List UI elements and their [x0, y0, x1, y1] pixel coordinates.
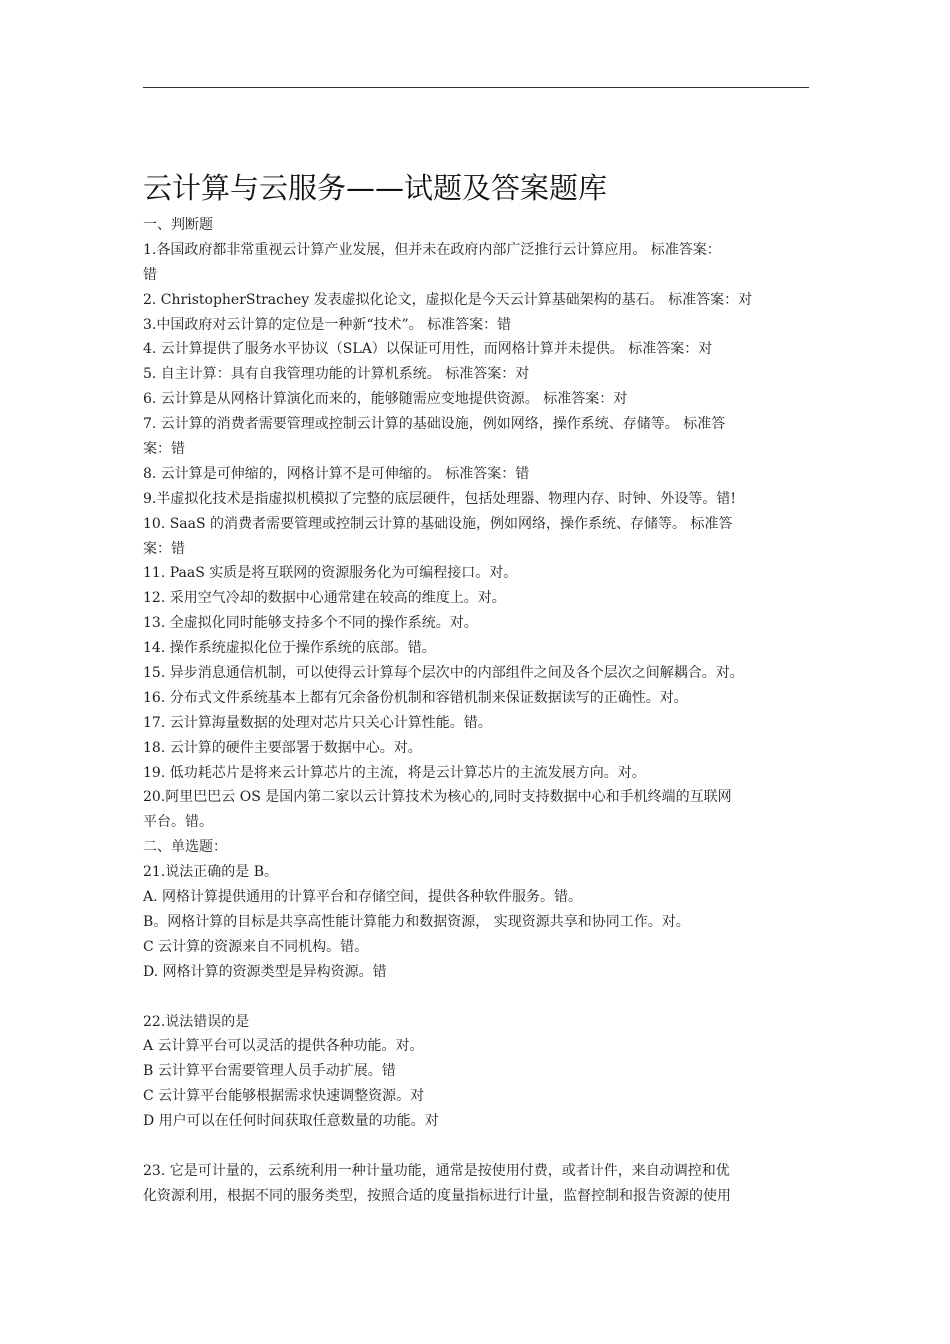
text-line: C 云计算平台能够根据需求快速调整资源。对 — [143, 1088, 425, 1105]
text-line: B。网格计算的目标是共享高性能计算能力和数据资源， 实现资源共享和协同工作。对。 — [143, 913, 690, 930]
text-line: 平台。错。 — [143, 814, 213, 831]
text-line: 8. 云计算是可伸缩的，网格计算不是可伸缩的。 标准答案：错 — [143, 465, 530, 482]
text-line: 14. 操作系统虚拟化位于操作系统的底部。错。 — [143, 640, 436, 657]
text-line: A 云计算平台可以灵活的提供各种功能。对。 — [143, 1038, 424, 1055]
blank-line — [143, 985, 809, 1010]
text-line: 19. 低功耗芯片是将来云计算芯片的主流，将是云计算芯片的主流发展方向。对。 — [143, 764, 646, 781]
text-line: 案：错 — [143, 441, 185, 458]
text-line: C 云计算的资源来自不同机构。错。 — [143, 938, 369, 955]
text-line: 13. 全虚拟化同时能够支持多个不同的操作系统。对。 — [143, 615, 478, 632]
text-line: 17. 云计算海量数据的处理对芯片只关心计算性能。错。 — [143, 714, 492, 731]
text-line: 化资源利用，根据不同的服务类型，按照合适的度量指标进行计量，监督控制和报告资源的使用 — [143, 1187, 731, 1204]
document-body — [143, 213, 809, 1209]
text-line: 2. ChristopherStrachey 发表虚拟化论文，虚拟化是今天云计算基础架构的基石。 标准答案：对 — [143, 291, 753, 308]
header-rule — [143, 87, 809, 88]
text-line: 1.各国政府都非常重视云计算产业发展，但并未在政府内部广泛推行云计算应用。 标准答案： — [143, 241, 721, 258]
text-line: 7. 云计算的消费者需要管理或控制云计算的基础设施，例如网络，操作系统、存储等。 标准答 — [143, 416, 726, 433]
text-line: 11. PaaS 实质是将互联网的资源服务化为可编程接口。对。 — [143, 565, 518, 582]
text-line: A. 网格计算提供通用的计算平台和存储空间，提供各种软件服务。错。 — [143, 889, 583, 906]
text-line: 一、判断题 — [143, 217, 213, 233]
document-title: 云计算与云服务——试题及答案题库 — [143, 171, 608, 205]
text-line: D 用户可以在任何时间获取任意数量的功能。对 — [143, 1113, 439, 1130]
text-line: 4. 云计算提供了服务水平协议（SLA）以保证可用性，而网格计算并未提供。 标准答案：对 — [143, 341, 713, 358]
text-line: 16. 分布式文件系统基本上都有冗余备份机制和容错机制来保证数据读写的正确性。对。 — [143, 689, 688, 706]
blank-line — [143, 1134, 809, 1159]
text-line: 9.半虚拟化技术是指虚拟机模拟了完整的底层硬件，包括处理器、物理内存、时钟、外设等。错! — [143, 490, 736, 507]
text-line: 18. 云计算的硬件主要部署于数据中心。对。 — [143, 739, 422, 756]
text-line: 10. SaaS 的消费者需要管理或控制云计算的基础设施，例如网络，操作系统、存储等。 标准答 — [143, 515, 733, 532]
text-line: 错 — [143, 266, 157, 283]
text-line: 20.阿里巴巴云 OS 是国内第二家以云计算技术为核心的,同时支持数据中心和手机终端的互联网 — [143, 789, 732, 806]
text-line: 5. 自主计算：具有自我管理功能的计算机系统。 标准答案：对 — [143, 366, 530, 383]
text-line: 15. 异步消息通信机制，可以使得云计算每个层次中的内部组件之间及各个层次之间解耦合。对。 — [143, 665, 744, 682]
text-line: 12. 采用空气冷却的数据中心通常建在较高的维度上。对。 — [143, 590, 506, 607]
text-line: 22.说法错误的是 — [143, 1013, 250, 1030]
text-line: D. 网格计算的资源类型是异构资源。错 — [143, 963, 387, 980]
text-line: 23. 它是可计量的，云系统利用一种计量功能，通常是按使用付费，或者计件，来自动调控和优 — [143, 1162, 730, 1179]
text-line: 案：错 — [143, 540, 185, 557]
text-line: 6. 云计算是从网格计算演化而来的，能够随需应变地提供资源。 标准答案：对 — [143, 391, 628, 408]
text-line: 二、单选题： — [143, 839, 227, 856]
text-line: 3.中国政府对云计算的定位是一种新“技术”。 标准答案：错 — [143, 316, 512, 333]
text-line: B 云计算平台需要管理人员手动扩展。错 — [143, 1063, 396, 1080]
text-line: 21.说法正确的是 B。 — [143, 864, 279, 881]
